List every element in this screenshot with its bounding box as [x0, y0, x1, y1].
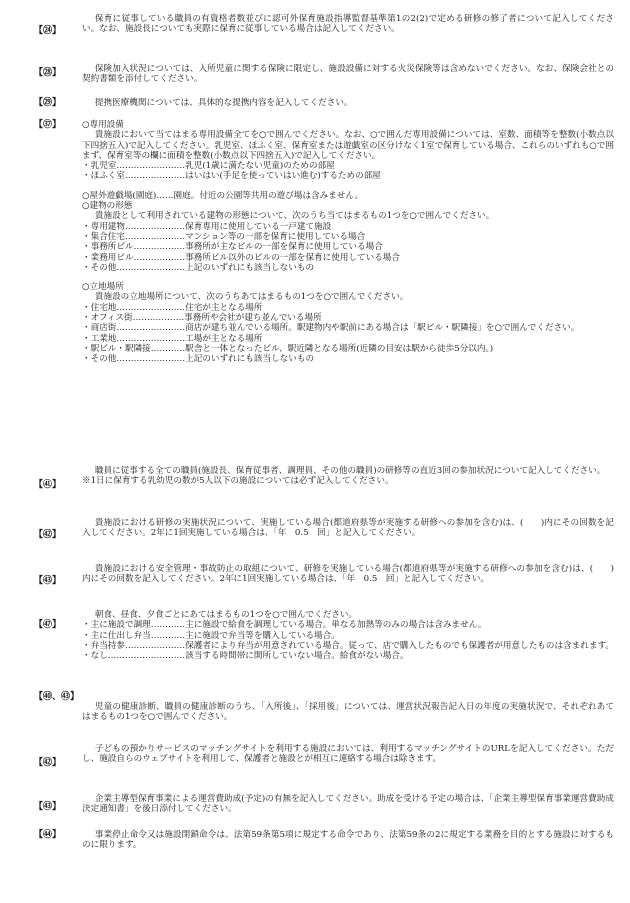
entry-24 [34, 14, 614, 54]
entry-64 [34, 830, 614, 860]
list-item: ・乳児室……………………乳児(1歳に満たない児童)のための部屋 [82, 161, 335, 172]
entry-text: 子どもの預かりサービスのマッチングサイトを利用する施設においては、利用するマッチングサイトのURLを記入してください。ただし、施設自らのウェブサイトを利用して、保護者と施設とが相互に連絡する場合は除きます。 [82, 744, 614, 765]
entry-47 [34, 610, 614, 670]
list-item: ・集合住宅…………………マンション等の一部を保育に使用している場合 [82, 231, 366, 242]
entry-text: 保険加入状況については、入所児童に関する保険に限定し、施設設備に対する火災保険等は含めないでください。なお、保険会社との契約書類を添付してください。 [82, 64, 614, 85]
list-item: ・事務所ビル………………事務所が主なビルの一部を保育に使用している場合 [82, 242, 383, 253]
entry-marker: 【㉘】 [34, 68, 62, 78]
entry-28 [34, 64, 614, 94]
entry-text: 企業主導型保育事業による運営費助成(予定)の有無を記入してください。助成を受ける予定の場合は、「企業主導型保育事業運営費助成決定通知書」を後日添付してください。 [82, 794, 614, 815]
entry-51-53 [34, 692, 614, 732]
entry-text: 職員に従事する全ての職員(施設長、保育従事者、調理員、その他の職員)の研修等の直近3回の参加状況について記入してください。 [94, 466, 606, 476]
section-heading: ○立地場所 [82, 282, 124, 293]
entry-text: 事業停止命令又は施設閉鎖命令は、法第59条第5項に規定する命令であり、法第59条の2に規定する業務を目的とする施設に対するものに限ります。 [82, 830, 614, 851]
section-text: 貴施設として利用されている建物の形態について、次のうち当てはまるもの1つを○で囲んでください。 [94, 211, 495, 222]
list-item: ・商店街……………………商店が建ち並んでいる場所。駅建物内や駅前にある場合は「駅ビル・駅隣接」を○で囲んでください。 [82, 323, 580, 334]
entry-marker: 【㉔】 [34, 26, 62, 36]
list-item: ・なし………………………該当する時間帯に開所していない場合。給食がない場合。 [82, 651, 409, 662]
entry-29 [34, 98, 614, 112]
entry-text: 提携医療機関については、具体的な提携内容を記入してください。 [94, 98, 353, 108]
entry-note: ※1日に保育する乳幼児の数が5人以下の施設については必ず記入してください。 [82, 476, 394, 487]
entry-marker: 【㊸】 [34, 576, 62, 586]
section-heading: ○建物の形態 [82, 201, 133, 212]
entry-text: 児童の健康診断、職員の健康診断のうち、「入所後」、「採用後」については、運営状況報告記入日の年度の実施状況で、それぞれあてはまるもの1つを○で囲んでください。 [82, 702, 614, 723]
entry-marker: 【㊲】 [34, 120, 62, 130]
list-item: ・工業地……………………工場が主となる場所 [82, 333, 263, 344]
entry-marker: 【㉙】 [34, 98, 62, 108]
entry-marker: 【㊶】 [34, 480, 62, 490]
list-item: ・主に仕出し弁当…………主に施設で弁当等を購入している場合。 [82, 630, 340, 641]
entry-marker: 【㊸】 [34, 802, 62, 812]
entry-marker: 【㊷】 [34, 758, 62, 768]
entry-43 [34, 564, 614, 600]
list-item: ・主に施設で調理…………主に施設で給食を調理している場合。単なる加熱等のみの場合は含みません。 [82, 620, 487, 631]
list-item: ・その他……………………上記のいずれにも該当しないもの [82, 262, 315, 273]
list-item: ・業務用ビル………………事務所ビル以外のビルの一部を保育に使用している場合 [82, 252, 400, 263]
entry-text: 保育に従事している職員の有資格者数並びに認可外保育施設指導監督基準第1の2(2)で定める研修の修了者について記入してください。なお、施設長についても実際に保育に従事している場合は記入してください。 [82, 14, 614, 35]
section-heading: ○専用設備 [82, 120, 124, 130]
list-item: ・専用建物…………………保育専用に使用している一戸建て施設 [82, 221, 332, 232]
entry-42 [34, 518, 614, 554]
section-heading: ○屋外遊戯場(園庭)……園庭。付近の公園等共用の遊び場は含みません。 [82, 190, 364, 201]
entry-63 [34, 794, 614, 824]
list-item: ・オフィス街………………事務所や会社が建ち並んでいる場所 [82, 313, 322, 324]
list-item: ・ほふく室…………………はいはい(手足を使っていはい進む)するための部屋 [82, 171, 381, 182]
entry-62 [34, 744, 614, 780]
entry-marker: 【㊼】 [34, 620, 62, 630]
section-text: 朝食、昼食、夕食ごとにあてはまるもの1つを○で囲んでください。 [94, 610, 358, 620]
list-item: ・弁当持参…………………保護者により弁当が用意されている場合。従って、店で購入したものでも保護者が用意したものは含まれます。 [82, 640, 614, 651]
list-item: ・駅ビル・駅隣接…………駅舎と一体となったビル、駅近隣となる場所(近隣の目安は駅から徒歩5分以内。) [82, 343, 494, 354]
section-text: 貴施設において当てはまる専用設備全てを○で囲んでください。なお、○で囲んだ専用設備については、室数、面積等を整数(小数点以下四捨五入)で記入してください。乳児室、ほふく室、保育室または遊戯室の区分けなく1室で保育している場合、これらのいずれも○で囲まず、保育室等の欄に面積を整数(小数点以下四捨五入)で記入してください。 [82, 130, 614, 161]
list-item: ・住宅地……………………住宅が主となる場所 [82, 302, 263, 313]
section-text: 貴施設の立地場所について、次のうちあてはまるもの1つを○で囲んでください。 [94, 292, 409, 303]
entry-marker: 【㊷】 [34, 530, 62, 540]
entry-text: 貴施設における安全管理・事故防止の取組について、研修を実施している場合(都道府県等が実施する研修への参加を含む)は、( )内にその回数を記入してください。2年に1回実施している場合は、「年 0.5 回」と記入してください。 [82, 564, 614, 585]
entry-marker: 【㊹】 [34, 830, 62, 840]
list-item: ・その他……………………上記のいずれにも該当しないもの [82, 354, 315, 365]
entry-text: 貴施設における研修の実施状況について、実施している場合(都道府県等が実施する研修への参加を含む)は、( )内にその回数を記入してください。2年に1回実施している場合は、「年 0.5 回」と記入してください。 [82, 518, 614, 539]
entry-41 [34, 466, 614, 506]
entry-37 [34, 120, 614, 442]
entry-marker: 【㊵、㊸】 [34, 692, 80, 702]
